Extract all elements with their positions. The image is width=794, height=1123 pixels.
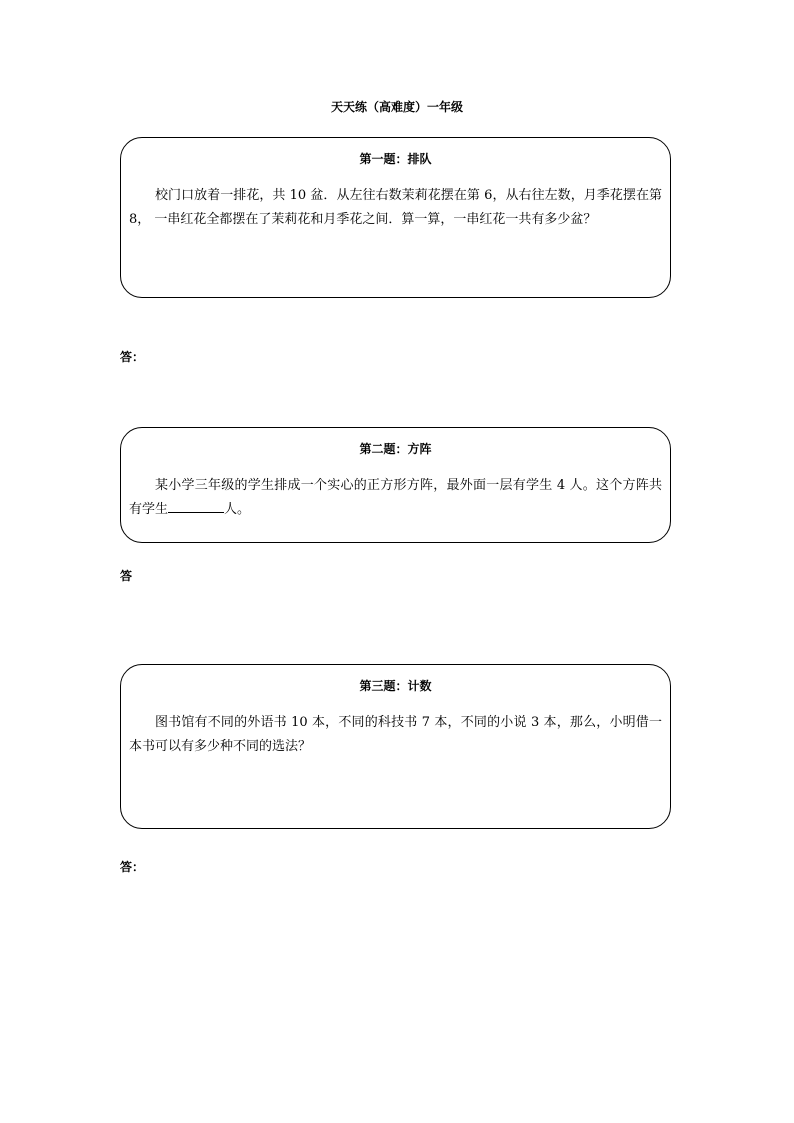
- question-box-2: [120, 427, 671, 543]
- question-body-2-text: 某小学三年级的学生排成一个实心的正方形方阵，最外面一层有学生 4 人。这个方阵共有学生: [129, 478, 662, 517]
- answer-blank: [168, 500, 224, 513]
- question-title-1: 第一题：排队: [359, 152, 432, 166]
- answer-label-2: 答: [120, 569, 133, 583]
- question-title-3: 第三题：计数: [359, 679, 432, 693]
- answer-label-1: 答：: [120, 350, 145, 364]
- question-body-2: [129, 474, 662, 522]
- answer-label-3: 答：: [120, 860, 145, 874]
- question-title-2: 第二题：方阵: [359, 442, 432, 456]
- question-body-2-tail: 人。: [224, 502, 251, 517]
- question-box-1: [120, 137, 671, 298]
- question-body-1: 校门口放着一排花，共 10 盆．从左往右数茉莉花摆在第 6，从右往左数，月季花摆在第 8， 一串红花全都摆在了茉莉花和月季花之间．算一算，一串红花一共有多少盆？: [129, 188, 662, 227]
- question-body-3: 图书馆有不同的外语书 10 本，不同的科技书 7 本，不同的小说 3 本，那么，小明借一本书可以有多少种不同的选法？: [129, 715, 662, 754]
- page-title: 天天练（高难度）一年级: [330, 100, 463, 114]
- question-box-3: [120, 664, 671, 829]
